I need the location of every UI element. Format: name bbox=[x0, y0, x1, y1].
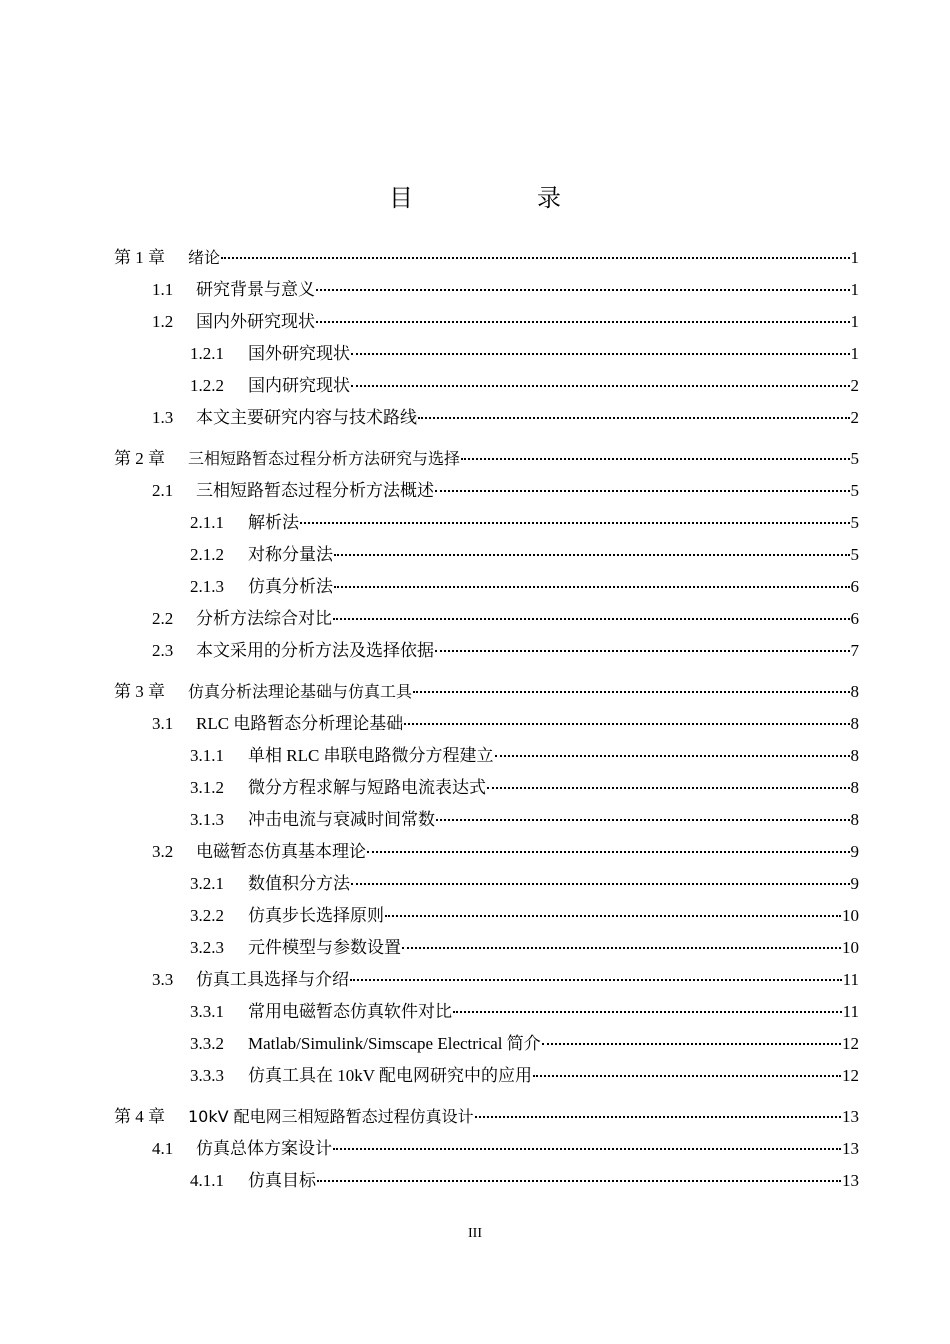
dot-leader bbox=[418, 416, 850, 419]
toc-entry-title: 仿真目标 bbox=[248, 1171, 316, 1190]
dot-leader bbox=[413, 690, 849, 693]
toc-entry-title: 本文采用的分析方法及选择依据 bbox=[196, 641, 434, 660]
toc-entry-title: 单相 RLC 串联电路微分方程建立 bbox=[248, 746, 494, 765]
dot-leader bbox=[385, 914, 841, 917]
toc-entry-title: 数值积分方法 bbox=[248, 874, 350, 893]
toc-entry-number: 3.2.3 bbox=[190, 938, 224, 957]
toc-entry-number: 1.2.2 bbox=[190, 376, 224, 395]
toc-entry-number: 3.3.2 bbox=[190, 1034, 224, 1053]
toc-section-entry[interactable] bbox=[152, 278, 859, 302]
toc-entry-title: 分析方法综合对比 bbox=[196, 609, 332, 628]
toc-entry-page: 11 bbox=[842, 970, 859, 989]
dot-leader bbox=[487, 786, 850, 789]
toc-subsection-entry[interactable] bbox=[190, 543, 859, 567]
toc-subsection-entry[interactable] bbox=[190, 511, 859, 535]
toc-entry-number: 2.1.2 bbox=[190, 545, 224, 564]
toc-entry-page: 10 bbox=[842, 938, 859, 957]
toc-section-entry[interactable] bbox=[152, 1137, 859, 1161]
dot-leader bbox=[350, 978, 842, 981]
toc-entry-page: 6 bbox=[850, 577, 859, 596]
dot-leader bbox=[316, 288, 850, 291]
dot-leader bbox=[221, 256, 849, 259]
dot-leader bbox=[367, 850, 850, 853]
toc-entry-number: 第 4 章 bbox=[114, 1107, 165, 1126]
toc-entry-number: 1.2 bbox=[152, 312, 174, 331]
toc-chapter-entry[interactable] bbox=[114, 680, 859, 704]
toc-entry-title: Matlab/Simulink/Simscape Electrical 简介 bbox=[248, 1034, 541, 1053]
dot-leader bbox=[300, 521, 850, 524]
page-number-footer: III bbox=[468, 1226, 482, 1241]
toc-entry-page: 2 bbox=[850, 376, 859, 395]
toc-entry-title: 国内外研究现状 bbox=[196, 312, 315, 331]
toc-entry-title: 解析法 bbox=[248, 513, 299, 532]
toc-subsection-entry[interactable] bbox=[190, 936, 859, 960]
toc-entry-title: 绪论 bbox=[188, 248, 221, 267]
toc-entry-title: 国内研究现状 bbox=[248, 376, 350, 395]
toc-subsection-entry[interactable] bbox=[190, 808, 859, 832]
toc-entry-page: 5 bbox=[850, 481, 859, 500]
toc-entry-number: 1.1 bbox=[152, 280, 174, 299]
dot-leader bbox=[435, 489, 850, 492]
toc-entry-page: 8 bbox=[850, 714, 859, 733]
toc-subsection-entry[interactable] bbox=[190, 1032, 859, 1056]
dot-leader bbox=[461, 457, 849, 460]
toc-subsection-entry[interactable] bbox=[190, 1000, 859, 1024]
toc-subsection-entry[interactable] bbox=[190, 374, 859, 398]
toc-entry-title: 10kV 配电网三相短路暂态过程仿真设计 bbox=[188, 1107, 474, 1126]
toc-entry-page: 8 bbox=[850, 746, 859, 765]
toc-section-entry[interactable] bbox=[152, 968, 859, 992]
toc-section-entry[interactable] bbox=[152, 406, 859, 430]
toc-entry-page: 1 bbox=[850, 248, 859, 267]
toc-entry-title: 冲击电流与衰减时间常数 bbox=[248, 810, 435, 829]
toc-heading: 目 录 bbox=[389, 184, 611, 212]
toc-entry-title: 仿真工具选择与介绍 bbox=[196, 970, 349, 989]
toc-entry-number: 4.1 bbox=[152, 1139, 174, 1158]
toc-entry-page: 8 bbox=[850, 810, 859, 829]
dot-leader bbox=[334, 553, 850, 556]
dot-leader bbox=[351, 384, 850, 387]
toc-subsection-entry[interactable] bbox=[190, 776, 859, 800]
toc-entry-title: 国外研究现状 bbox=[248, 344, 350, 363]
toc-entry-number: 3.1 bbox=[152, 714, 174, 733]
toc-entry-title: 元件模型与参数设置 bbox=[248, 938, 401, 957]
toc-subsection-entry[interactable] bbox=[190, 1064, 859, 1088]
toc-entry-page: 7 bbox=[850, 641, 859, 660]
toc-entry-page: 13 bbox=[842, 1171, 859, 1190]
toc-entry-page: 5 bbox=[850, 449, 859, 468]
toc-entry-number: 第 2 章 bbox=[114, 449, 165, 468]
dot-leader bbox=[333, 1147, 841, 1150]
dot-leader bbox=[351, 882, 850, 885]
toc-entry-number: 3.2 bbox=[152, 842, 174, 861]
toc-entry-title: 仿真步长选择原则 bbox=[248, 906, 384, 925]
toc-entry-page: 8 bbox=[850, 682, 859, 701]
toc-chapter-entry[interactable] bbox=[114, 1105, 859, 1129]
dot-leader bbox=[542, 1042, 841, 1045]
toc-section-entry[interactable] bbox=[152, 607, 859, 631]
toc-entry-title: 仿真分析法理论基础与仿真工具 bbox=[188, 682, 413, 701]
toc-entry-number: 3.3.3 bbox=[190, 1066, 224, 1085]
toc-subsection-entry[interactable] bbox=[190, 1169, 859, 1193]
toc-entry-title: RLC 电路暂态分析理论基础 bbox=[196, 714, 404, 733]
toc-entry-number: 3.3.1 bbox=[190, 1002, 224, 1021]
toc-entry-page: 13 bbox=[842, 1139, 859, 1158]
dot-leader bbox=[333, 617, 850, 620]
toc-entry-number: 3.1.2 bbox=[190, 778, 224, 797]
toc-entry-number: 4.1.1 bbox=[190, 1171, 224, 1190]
toc-entry-number: 2.2 bbox=[152, 609, 174, 628]
toc-subsection-entry[interactable] bbox=[190, 342, 859, 366]
toc-entry-page: 1 bbox=[850, 344, 859, 363]
toc-entry-number: 第 1 章 bbox=[114, 248, 165, 267]
dot-leader bbox=[351, 352, 850, 355]
toc-entry-number: 3.2.1 bbox=[190, 874, 224, 893]
toc-entry-page: 6 bbox=[850, 609, 859, 628]
toc-entry-number: 2.1 bbox=[152, 481, 174, 500]
dot-leader bbox=[533, 1074, 841, 1077]
dot-leader bbox=[317, 1179, 841, 1182]
toc-entry-page: 13 bbox=[842, 1107, 859, 1126]
toc-section-entry[interactable] bbox=[152, 639, 859, 663]
toc-entry-number: 2.1.1 bbox=[190, 513, 224, 532]
toc-entry-number: 2.3 bbox=[152, 641, 174, 660]
toc-entry-page: 10 bbox=[842, 906, 859, 925]
toc-entry-page: 12 bbox=[842, 1034, 859, 1053]
toc-entry-page: 5 bbox=[850, 545, 859, 564]
dot-leader bbox=[402, 946, 841, 949]
dot-leader bbox=[436, 818, 850, 821]
toc-entry-number: 2.1.3 bbox=[190, 577, 224, 596]
toc-entry-title: 微分方程求解与短路电流表达式 bbox=[248, 778, 486, 797]
toc-section-entry[interactable] bbox=[152, 310, 859, 334]
dot-leader bbox=[435, 649, 850, 652]
toc-entry-title: 仿真总体方案设计 bbox=[196, 1139, 332, 1158]
toc-entry-number: 3.2.2 bbox=[190, 906, 224, 925]
toc-subsection-entry[interactable] bbox=[190, 872, 859, 896]
toc-entry-title: 仿真分析法 bbox=[248, 577, 333, 596]
dot-leader bbox=[334, 585, 850, 588]
toc-entry-page: 1 bbox=[850, 280, 859, 299]
toc-entry-number: 第 3 章 bbox=[114, 682, 165, 701]
toc-chapter-entry[interactable] bbox=[114, 447, 859, 471]
toc-section-entry[interactable] bbox=[152, 840, 859, 864]
toc-entry-page: 9 bbox=[850, 874, 859, 893]
dot-leader bbox=[475, 1115, 841, 1118]
toc-entry-title: 三相短路暂态过程分析方法概述 bbox=[196, 481, 434, 500]
toc-section-entry[interactable] bbox=[152, 479, 859, 503]
toc-entry-page: 12 bbox=[842, 1066, 859, 1085]
toc-subsection-entry[interactable] bbox=[190, 904, 859, 928]
toc-entry-title: 本文主要研究内容与技术路线 bbox=[196, 408, 417, 427]
toc-entry-title: 电磁暂态仿真基本理论 bbox=[196, 842, 366, 861]
toc-entry-number: 3.3 bbox=[152, 970, 174, 989]
toc-entry-title: 仿真工具在 10kV 配电网研究中的应用 bbox=[248, 1066, 532, 1085]
toc-entry-title: 研究背景与意义 bbox=[196, 280, 315, 299]
toc-entry-number: 3.1.1 bbox=[190, 746, 224, 765]
toc-entry-title: 常用电磁暂态仿真软件对比 bbox=[248, 1002, 452, 1021]
dot-leader bbox=[316, 320, 850, 323]
toc-section-entry[interactable] bbox=[152, 712, 859, 736]
toc-entry-page: 8 bbox=[850, 778, 859, 797]
dot-leader bbox=[404, 722, 849, 725]
toc-subsection-entry[interactable] bbox=[190, 575, 859, 599]
toc-entry-title: 三相短路暂态过程分析方法研究与选择 bbox=[188, 449, 461, 468]
toc-entry-page: 11 bbox=[842, 1002, 859, 1021]
toc-entry-page: 2 bbox=[850, 408, 859, 427]
toc-entry-page: 1 bbox=[850, 312, 859, 331]
toc-entry-number: 3.1.3 bbox=[190, 810, 224, 829]
toc-entry-number: 1.2.1 bbox=[190, 344, 224, 363]
dot-leader bbox=[495, 754, 850, 757]
toc-chapter-entry[interactable] bbox=[114, 246, 859, 270]
toc-entry-page: 5 bbox=[850, 513, 859, 532]
toc-entry-title: 对称分量法 bbox=[248, 545, 333, 564]
toc-subsection-entry[interactable] bbox=[190, 744, 859, 768]
dot-leader bbox=[453, 1010, 842, 1013]
toc-entry-number: 1.3 bbox=[152, 408, 174, 427]
toc-entry-page: 9 bbox=[850, 842, 859, 861]
